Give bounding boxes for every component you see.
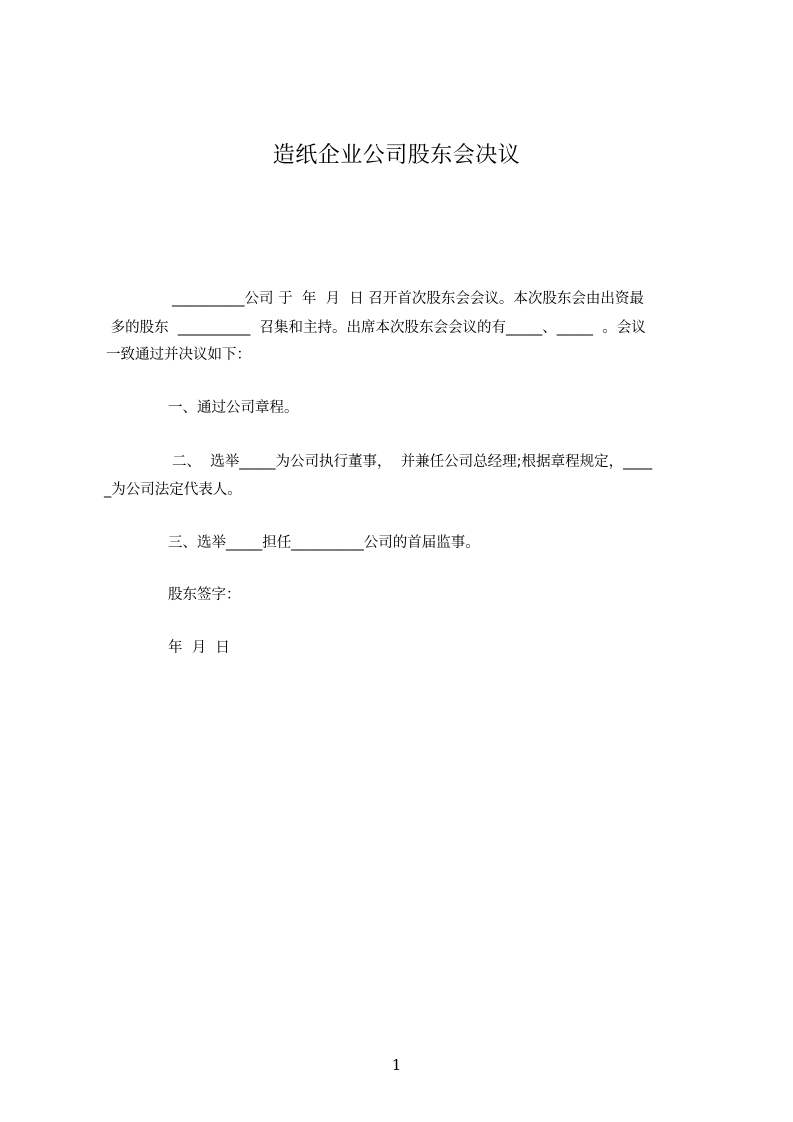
resolution-item-3: 三、选举_____担任__________公司的首届监事。 — [168, 535, 480, 551]
page-number: 1 — [391, 1056, 402, 1074]
meeting-intro-line-3: 一致通过并决议如下： — [106, 347, 251, 363]
resolution-item-2-line-2: _为公司法定代表人。 — [104, 482, 242, 498]
meeting-intro-line-2: 多的股东 __________ 召集和主持。出席本次股东会会议的有_____、_____ 。会议 — [106, 320, 646, 336]
resolution-item-2-line-1: 二、 选举_____为公司执行董事， 并兼任公司总经理;根据章程规定，____ — [172, 454, 653, 470]
shareholder-signature-label: 股东签字： — [168, 587, 241, 603]
signature-date-label: 年 月 日 — [168, 640, 230, 656]
meeting-intro-line-1: __________公司 于 年 月 日 召开首次股东会会议。本次股东会由出资最 — [172, 291, 644, 307]
resolution-item-1: 一、通过公司章程。 — [168, 400, 299, 416]
document-title: 造纸企业公司股东会决议 — [272, 143, 521, 168]
